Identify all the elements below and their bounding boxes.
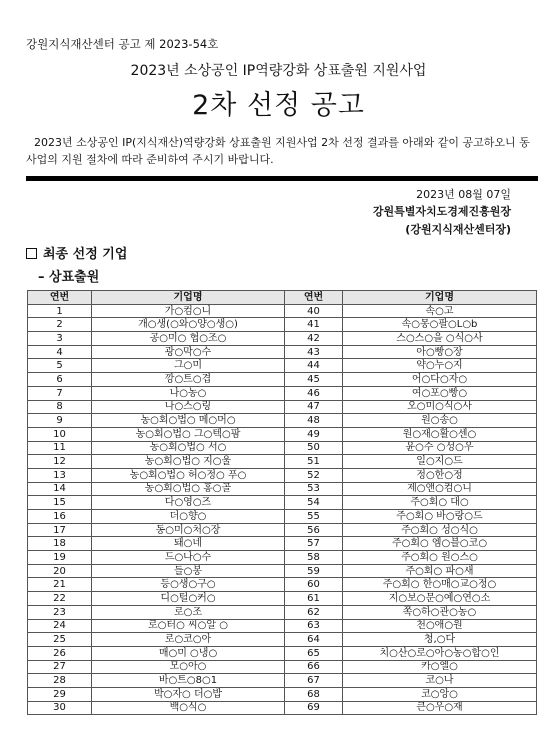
company-name-left: 박○자○ 더○밥 — [92, 687, 285, 701]
company-name-right: 속○몽○팔○L○b — [343, 318, 537, 332]
company-name-right: 천○애○원 — [343, 619, 537, 633]
row-number-left: 15 — [28, 496, 92, 510]
row-number-right: 45 — [285, 373, 343, 387]
company-name-right: 일○지○드 — [343, 455, 537, 469]
company-name-left: 들○봉 — [92, 564, 285, 578]
company-name-right: 윤○수 ○성○우 — [343, 441, 537, 455]
company-name-right: 주○회○ 성○식○ — [343, 523, 537, 537]
company-name-left: 농○회○법○ 허○정○ 푸○ — [92, 468, 285, 482]
row-number-left: 2 — [28, 318, 92, 332]
company-name-left: 공○미○ 협○조○ — [92, 332, 285, 346]
row-number-left: 3 — [28, 332, 92, 346]
company-name-left: 더○향○ — [92, 510, 285, 524]
table-header-row — [28, 291, 537, 305]
row-number-right: 49 — [285, 427, 343, 441]
intro-paragraph: 2023년 소상공인 IP(지식재산)역량강화 상표출원 지원사업 2차 선정 결과를 아래와 같이 공고하오니 동 사업의 지원 절차에 따라 준비하여 주시기 바랍니다. — [26, 136, 530, 166]
divider-rule — [26, 176, 538, 181]
table-row — [28, 578, 537, 592]
row-number-right: 56 — [285, 523, 343, 537]
company-name-right: 주○회○ 한○매○교○정○ — [343, 578, 537, 592]
company-name-right: 큰○우○재 — [343, 701, 537, 715]
row-number-left: 26 — [28, 646, 92, 660]
row-number-left: 28 — [28, 674, 92, 688]
company-name-left: 농○회○법○ 서○ — [92, 441, 285, 455]
company-name-left: 드○나○수 — [92, 551, 285, 565]
row-number-left: 25 — [28, 633, 92, 647]
table-row — [28, 332, 537, 346]
company-name-right: 제○앤○컴○니 — [343, 482, 537, 496]
table-row — [28, 318, 537, 332]
row-number-right: 40 — [285, 304, 343, 318]
row-number-left: 18 — [28, 537, 92, 551]
company-name-right: 코○앙○ — [343, 687, 537, 701]
table-row — [28, 660, 537, 674]
row-number-right: 46 — [285, 386, 343, 400]
company-name-left: 그○미 — [92, 359, 285, 373]
company-name-left: 바○트○8○1 — [92, 674, 285, 688]
company-name-left: 등○생○구○ — [92, 578, 285, 592]
company-name-left: 매○미 ○냉○ — [92, 646, 285, 660]
row-number-right: 50 — [285, 441, 343, 455]
table-row — [28, 373, 537, 387]
row-number-right: 44 — [285, 359, 343, 373]
row-number-left: 29 — [28, 687, 92, 701]
company-name-right: 여○포○빵○ — [343, 386, 537, 400]
company-name-left: 백○식○ — [92, 701, 285, 715]
table-row — [28, 414, 537, 428]
row-number-left: 13 — [28, 468, 92, 482]
header-number-right: 연번 — [285, 291, 343, 305]
selected-companies-table — [27, 290, 537, 715]
company-name-left: 동○미○처○장 — [92, 523, 285, 537]
company-name-left: 로○코○아 — [92, 633, 285, 647]
company-name-left: 로○조 — [92, 605, 285, 619]
table-row — [28, 386, 537, 400]
company-name-left: 농○회○법○ 그○텍○팜 — [92, 427, 285, 441]
company-name-right: 속○고 — [343, 304, 537, 318]
company-name-right: 약○누○지 — [343, 359, 537, 373]
company-name-right: 주○회○ 대○ — [343, 496, 537, 510]
company-name-left: 농○회○법○ 메○머○ — [92, 414, 285, 428]
company-name-left: 깡○트○겹 — [92, 373, 285, 387]
company-name-right: 치○산○로○아○농○합○인 — [343, 646, 537, 660]
company-name-left: 나○농○ — [92, 386, 285, 400]
row-number-right: 65 — [285, 646, 343, 660]
company-name-right: 어○다○자○ — [343, 373, 537, 387]
company-name-left: 개○생(○와○양○생○) — [92, 318, 285, 332]
row-number-left: 10 — [28, 427, 92, 441]
header-company-left: 기업명 — [92, 291, 285, 305]
row-number-right: 52 — [285, 468, 343, 482]
row-number-left: 14 — [28, 482, 92, 496]
checkbox-square-icon — [26, 248, 37, 259]
table-row — [28, 701, 537, 715]
company-name-right: 원○재○활○센○ — [343, 427, 537, 441]
row-number-right: 43 — [285, 345, 343, 359]
row-number-right: 64 — [285, 633, 343, 647]
row-number-right: 53 — [285, 482, 343, 496]
header-company-right: 기업명 — [343, 291, 537, 305]
row-number-right: 69 — [285, 701, 343, 715]
row-number-left: 22 — [28, 592, 92, 606]
table-row — [28, 441, 537, 455]
section-heading-text: 최종 선정 기업 — [43, 247, 128, 262]
company-name-right: 청,○다 — [343, 633, 537, 647]
company-name-right: 주○회○ 파○새 — [343, 564, 537, 578]
notice-date: 2023년 08월 07일 — [416, 188, 511, 201]
company-name-right: 지○보○문○예○연○소 — [343, 592, 537, 606]
row-number-right: 66 — [285, 660, 343, 674]
row-number-left: 23 — [28, 605, 92, 619]
row-number-right: 58 — [285, 551, 343, 565]
company-name-right: 카○엘○ — [343, 660, 537, 674]
table-row — [28, 482, 537, 496]
table-row — [28, 400, 537, 414]
company-name-right: 주○회○ 엠○블○코○ — [343, 537, 537, 551]
row-number-right: 63 — [285, 619, 343, 633]
row-number-left: 17 — [28, 523, 92, 537]
table-row — [28, 537, 537, 551]
table-row — [28, 592, 537, 606]
row-number-left: 16 — [28, 510, 92, 524]
table-row — [28, 674, 537, 688]
table-row — [28, 468, 537, 482]
table-row — [28, 523, 537, 537]
section-heading — [26, 243, 127, 262]
row-number-right: 48 — [285, 414, 343, 428]
row-number-left: 7 — [28, 386, 92, 400]
issuer-subtitle: (강원지식재산센터장) — [405, 223, 511, 236]
table-row — [28, 564, 537, 578]
company-name-left: 로○터○ 씨○알 ○ — [92, 619, 285, 633]
company-name-right: 주○회○ 바○랑○드 — [343, 510, 537, 524]
table-row — [28, 687, 537, 701]
row-number-right: 51 — [285, 455, 343, 469]
row-number-right: 62 — [285, 605, 343, 619]
company-name-left: 디○털○커○ — [92, 592, 285, 606]
company-name-right: 쪽○하○관○농○ — [343, 605, 537, 619]
company-name-left: 모○아○ — [92, 660, 285, 674]
row-number-left: 21 — [28, 578, 92, 592]
row-number-left: 27 — [28, 660, 92, 674]
row-number-right: 68 — [285, 687, 343, 701]
table-row — [28, 510, 537, 524]
row-number-left: 8 — [28, 400, 92, 414]
row-number-left: 11 — [28, 441, 92, 455]
company-name-left: 농○회○법○ 홍○골 — [92, 482, 285, 496]
table-row — [28, 455, 537, 469]
row-number-right: 61 — [285, 592, 343, 606]
row-number-right: 42 — [285, 332, 343, 346]
company-name-left: 돼○네 — [92, 537, 285, 551]
row-number-right: 60 — [285, 578, 343, 592]
table-row — [28, 605, 537, 619]
table-row — [28, 427, 537, 441]
table-row — [28, 619, 537, 633]
table-body — [28, 304, 537, 715]
row-number-right: 55 — [285, 510, 343, 524]
company-name-right: 스○스○을 ○식○사 — [343, 332, 537, 346]
company-name-right: 정○한○정 — [343, 468, 537, 482]
notice-title: 2차 선정 공고 — [192, 90, 365, 121]
company-name-left: 다○영○즈 — [92, 496, 285, 510]
row-number-left: 19 — [28, 551, 92, 565]
company-name-right: 주○회○ 원○스○ — [343, 551, 537, 565]
row-number-left: 6 — [28, 373, 92, 387]
row-number-right: 59 — [285, 564, 343, 578]
company-name-right: 오○미○식○사 — [343, 400, 537, 414]
row-number-right: 41 — [285, 318, 343, 332]
table-row — [28, 496, 537, 510]
subsection-heading: – 상표출원 — [38, 270, 100, 285]
row-number-right: 57 — [285, 537, 343, 551]
header-number-left: 연번 — [28, 291, 92, 305]
company-name-left: 광○막○수 — [92, 345, 285, 359]
row-number-left: 20 — [28, 564, 92, 578]
row-number-left: 30 — [28, 701, 92, 715]
table-row — [28, 359, 537, 373]
row-number-left: 9 — [28, 414, 92, 428]
company-name-right: 원○송○ — [343, 414, 537, 428]
issuer-name: 강원특별자치도경제진흥원장 — [372, 205, 511, 218]
row-number-left: 1 — [28, 304, 92, 318]
company-name-right: 코○나 — [343, 674, 537, 688]
table-row — [28, 646, 537, 660]
notice-subtitle: 2023년 소상공인 IP역량강화 상표출원 지원사업 — [130, 63, 427, 79]
row-number-left: 12 — [28, 455, 92, 469]
row-number-right: 47 — [285, 400, 343, 414]
row-number-left: 24 — [28, 619, 92, 633]
document-number: 강원지식재산센터 공고 제 2023-54호 — [26, 37, 219, 51]
table-row — [28, 345, 537, 359]
row-number-left: 5 — [28, 359, 92, 373]
company-name-left: 농○회○법○ 지○울 — [92, 455, 285, 469]
company-name-right: 아○빵○장 — [343, 345, 537, 359]
table-row — [28, 304, 537, 318]
table-row — [28, 551, 537, 565]
row-number-right: 54 — [285, 496, 343, 510]
table-row — [28, 633, 537, 647]
company-name-left: 가○컴○니 — [92, 304, 285, 318]
row-number-left: 4 — [28, 345, 92, 359]
company-name-left: 나○스○링 — [92, 400, 285, 414]
row-number-right: 67 — [285, 674, 343, 688]
